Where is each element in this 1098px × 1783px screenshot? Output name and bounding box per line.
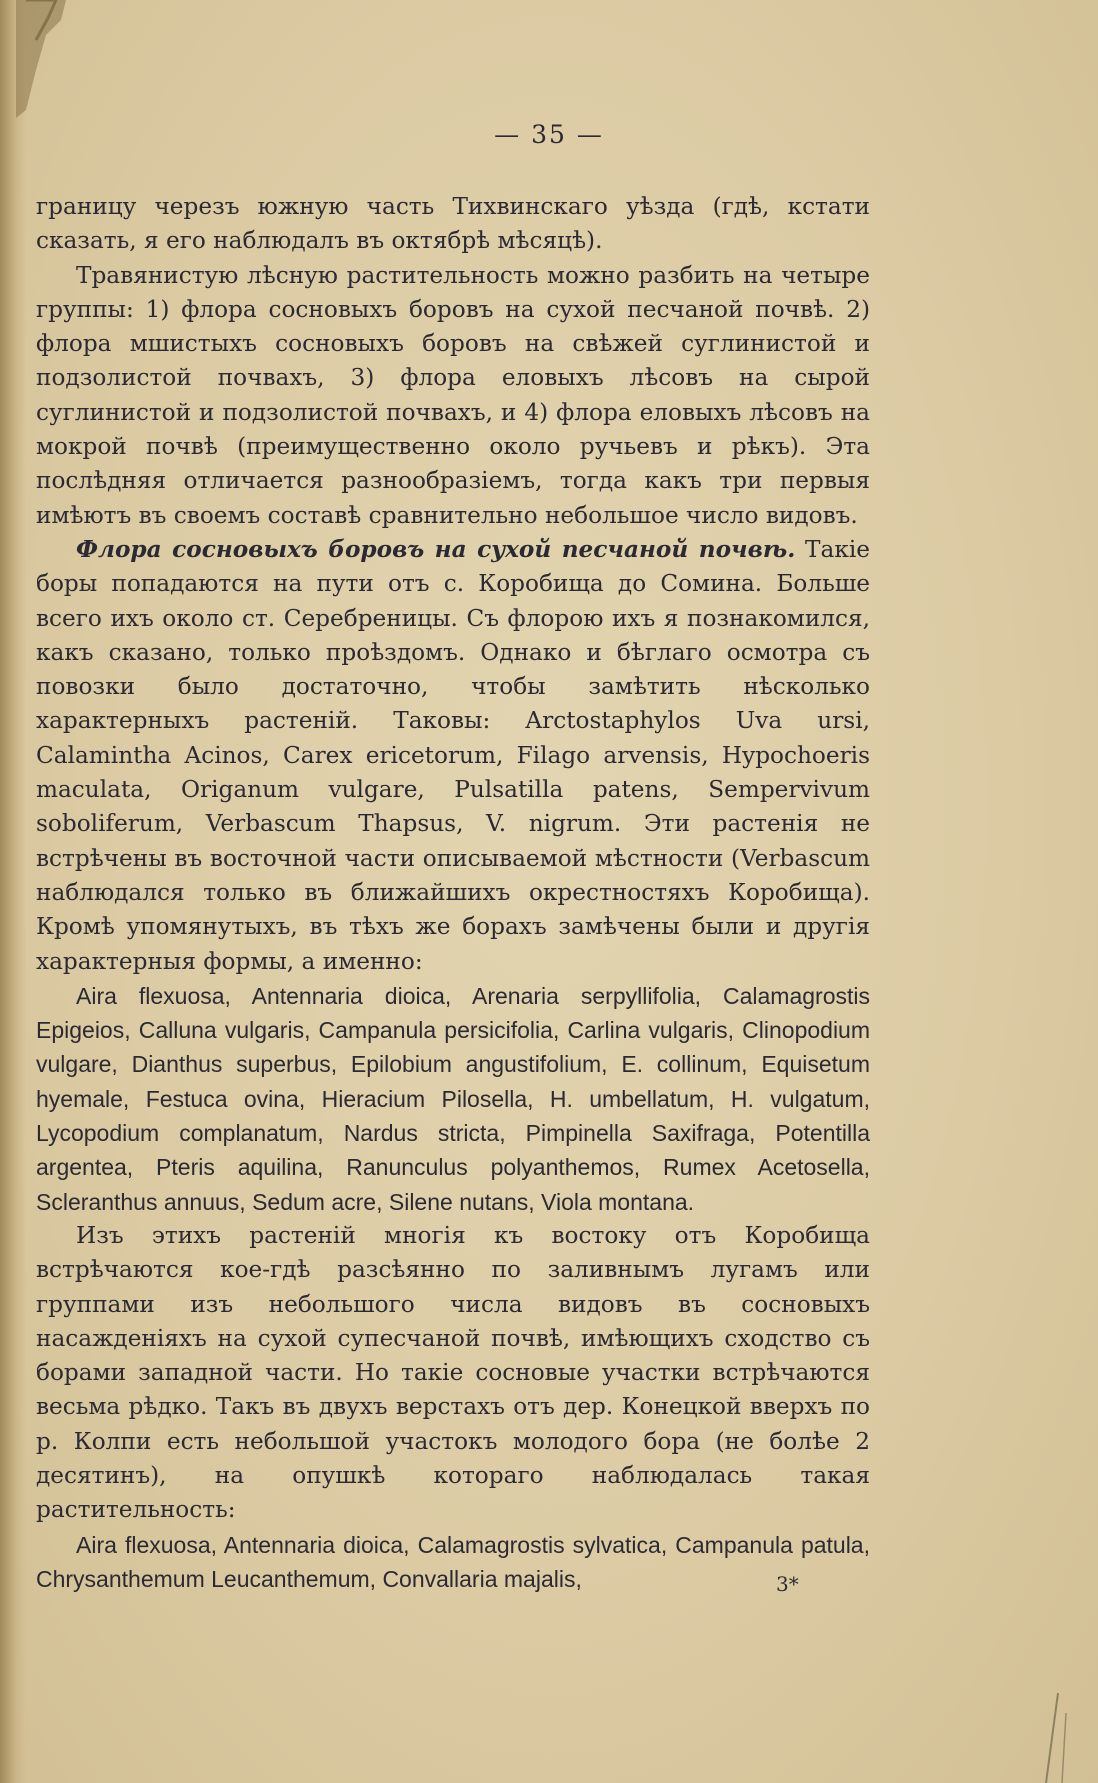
paragraph-3-text: Такіе боры попадаются на пути отъ с. Коробища до Сомина. Больше всего ихъ около ст. Серебреницы. Съ флорою ихъ я познакомился, какъ сказано, только проѣздомъ. Однако и бѣглаго осмотра съ повозки было достаточно, чтобы замѣтить нѣсколько характерныхъ растеній. Таковы: Arctostaphylos Uva ursi, Calamintha Acinos, Carex ericetorum, Filago arvensis, Hypochoeris maculata, Origanum vulgare, Pulsatilla patens, Sempervivum soboliferum, Verbascum Thapsus, V. nigrum. Эти растенія не встрѣчены въ восточной части описываемой мѣстности (Verbascum наблюдался только въ ближайшихъ окрестностяхъ Коробища). Кромѣ упомянутыхъ, въ тѣхъ же борахъ замѣчены были и другія характерныя формы, а именно:	[36, 535, 870, 975]
signature-mark: 3*	[776, 1572, 799, 1596]
page-number: — 35 —	[494, 120, 604, 149]
paragraph-1: границу черезъ южную часть Тихвинскаго уѣзда (гдѣ, кстати сказать, я его наблюдалъ въ октябрѣ мѣсяцѣ).	[36, 193, 870, 255]
paragraph-5: Изъ этихъ растеній многія къ востоку отъ Коробища встрѣчаются кое-гдѣ разсѣянно по заливнымъ лугамъ или группами изъ небольшого числа видовъ въ сосновыхъ насажденіяхъ на сухой супесчаной почвѣ, имѣющихъ сходство съ борами западной части. Но такіе сосновые участки встрѣчаются весьма рѣдко. Такъ въ двухъ верстахъ отъ дер. Конецкой вверхъ по р. Колпи есть небольшой участокъ молодого бора (не болѣе 2 десятинъ), на опушкѣ котораго наблюдалась такая растительность:	[36, 1221, 870, 1524]
book-spine-shadow	[0, 0, 26, 1783]
page-edge-mark	[1028, 1693, 1068, 1783]
torn-corner-mark	[6, 0, 86, 120]
paragraph-3	[36, 533, 870, 979]
section-heading: Флора сосновыхъ боровъ на сухой песчаной почвѣ.	[76, 535, 796, 563]
species-list-2: Aira flexuosa, Antennaria dioica, Calamagrostis sylvatica, Campanula patula, Chrysanthemum Leucanthemum, Convallaria majalis,	[36, 1531, 870, 1592]
paragraph-2: Травянистую лѣсную растительность можно разбить на четыре группы: 1) флора сосновыхъ боровъ на сухой песчаной почвѣ. 2) флора мшистыхъ сосновыхъ боровъ на свѣжей суглинистой и подзолистой почвахъ, 3) флора еловыхъ лѣсовъ на сырой суглинистой и подзолистой почвахъ, и 4) флора еловыхъ лѣсовъ на мокрой почвѣ (преимущественно около ручьевъ и рѣкъ). Эта послѣдняя отличается разнообразіемъ, тогда какъ три первыя имѣютъ въ своемъ составѣ сравнительно небольшое число видовъ.	[36, 261, 870, 529]
species-list-1: Aira flexuosa, Antennaria dioica, Arenaria serpyllifolia, Calamagrostis Epigeios, Calluna vulgaris, Campanula persicifolia, Carlina vulgaris, Clinopodium vulgare, Dianthus superbus, Epilobium angustifolium, E. collinum, Equisetum hyemale, Festuca ovina, Hieracium Pilosella, H. umbellatum, H. vulgatum, Lycopodium complanatum, Nardus stricta, Pimpinella Saxifraga, Potentilla argentea, Pteris aquilina, Ranunculus polyanthemos, Rumex Acetosella, Scleranthus annuus, Sedum acre, Silene nutans, Viola montana.	[36, 982, 870, 1215]
text-body	[36, 190, 870, 1596]
